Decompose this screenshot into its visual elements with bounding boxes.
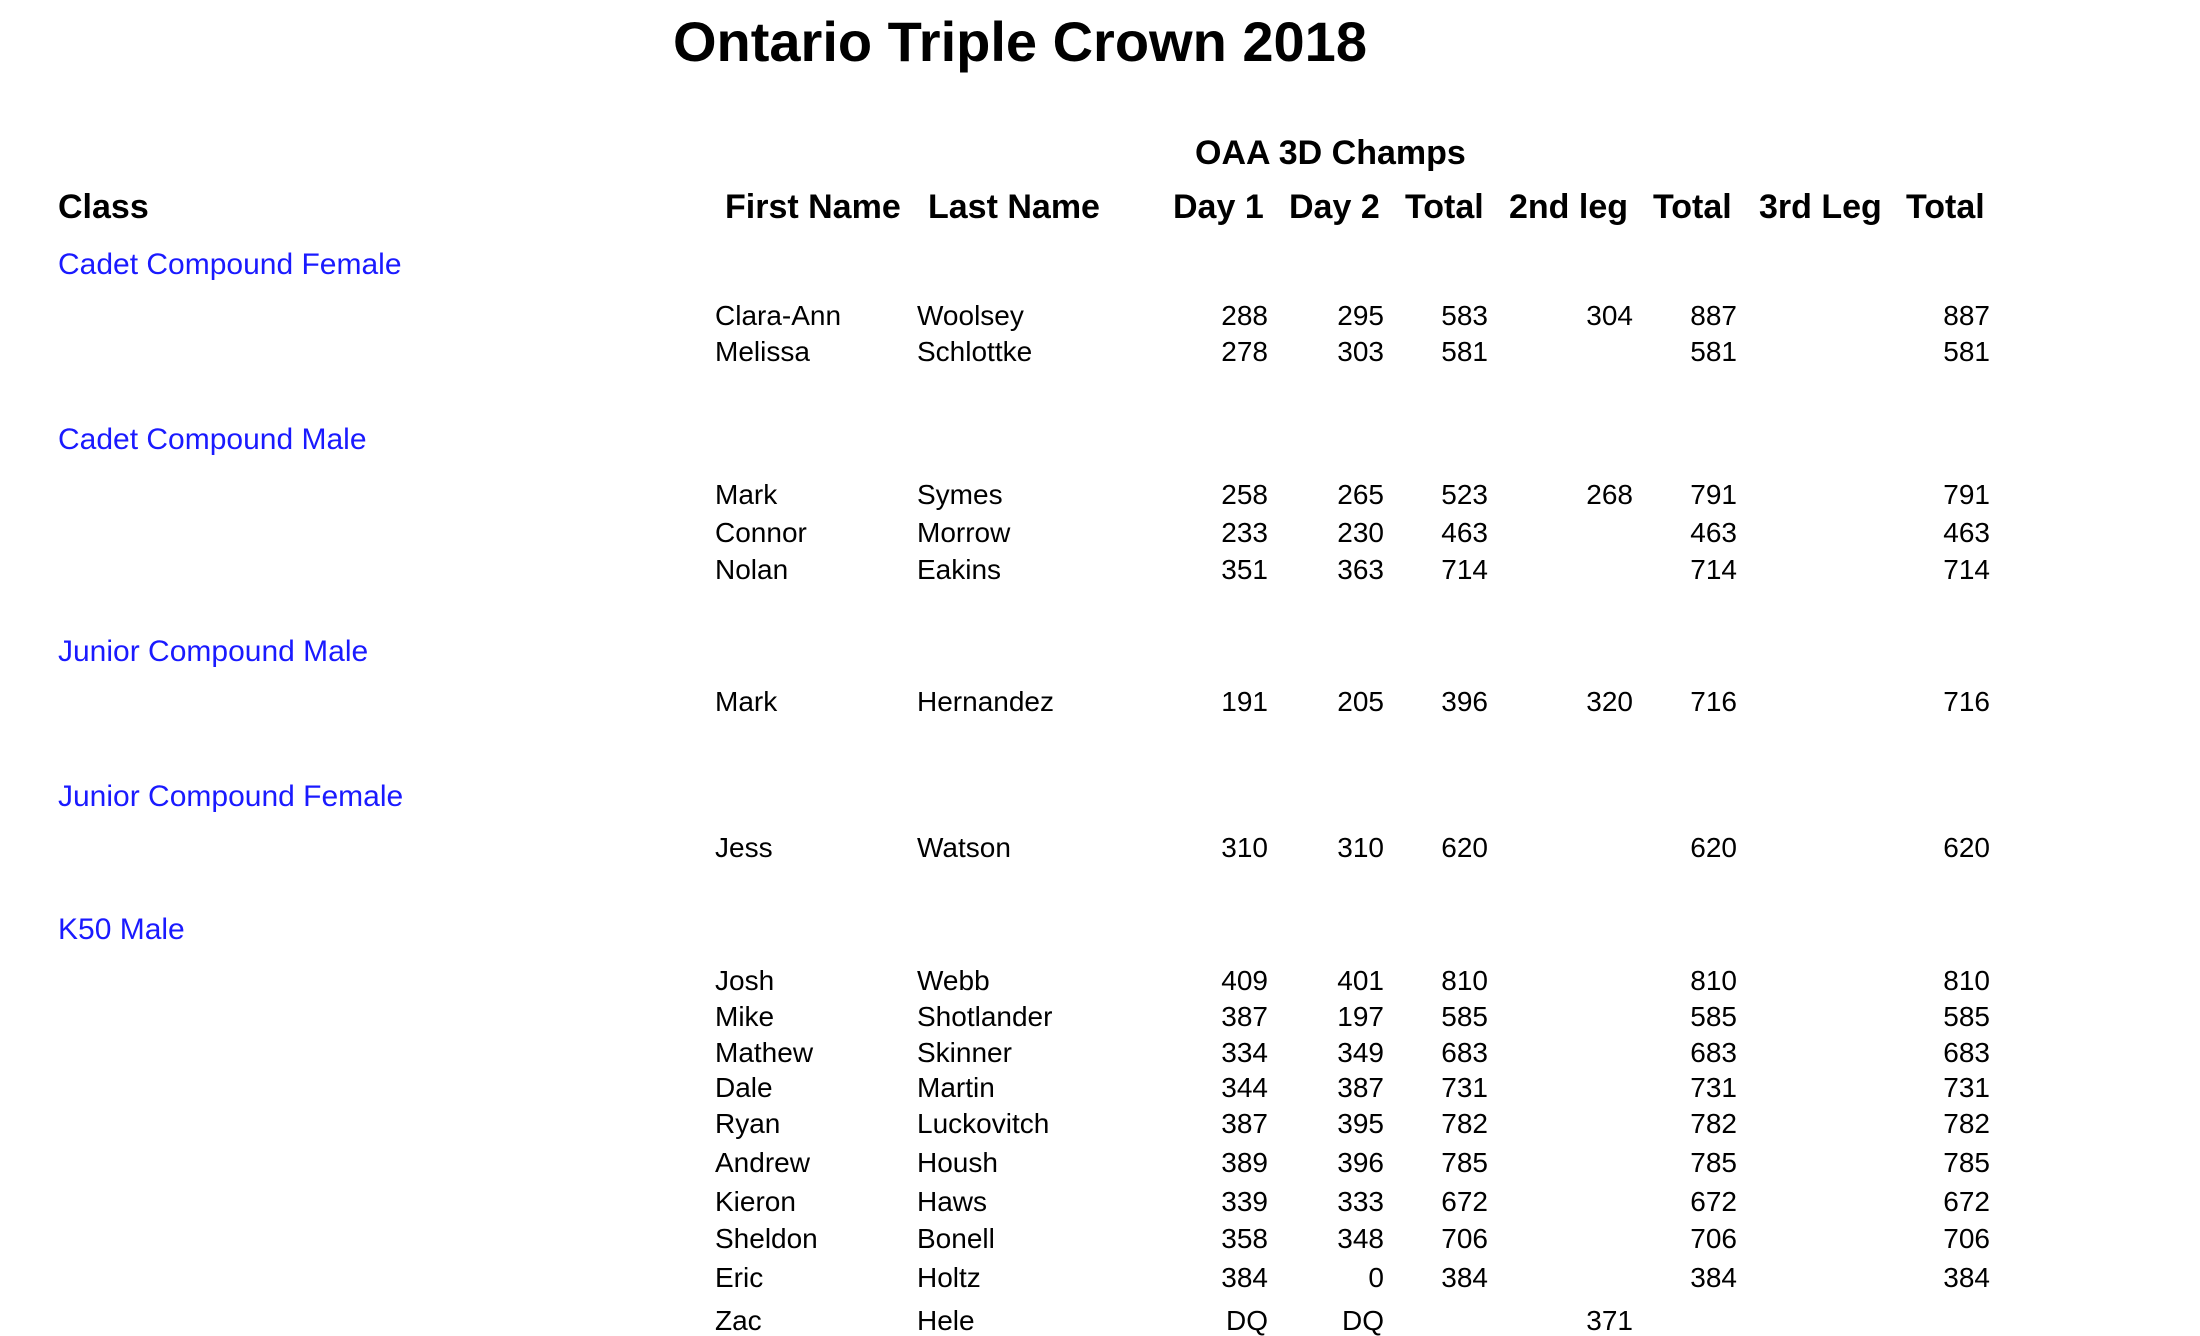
- class-label: Cadet Compound Male: [58, 423, 367, 456]
- last-name-cell: Morrow: [917, 517, 1011, 548]
- first-name-cell: Andrew: [715, 1147, 810, 1178]
- last-name-cell: Webb: [917, 965, 990, 996]
- last-name-cell: Symes: [917, 479, 1003, 510]
- day1-cell: 351: [1221, 554, 1268, 585]
- class-label: Junior Compound Female: [58, 780, 404, 813]
- total2-cell: 791: [1690, 479, 1737, 510]
- header-class: Class: [58, 188, 149, 226]
- total2-cell: 620: [1690, 832, 1737, 863]
- day2-cell: 310: [1337, 832, 1384, 863]
- day1-cell: 233: [1221, 517, 1268, 548]
- last-name-cell: Haws: [917, 1186, 988, 1217]
- page-title: Ontario Triple Crown 2018: [673, 10, 1367, 73]
- day2-cell: 349: [1337, 1037, 1384, 1068]
- day2-cell: 230: [1337, 517, 1384, 548]
- day1-cell: 191: [1221, 686, 1268, 717]
- first-name-cell: Connor: [715, 517, 807, 548]
- first-name-cell: Clara-Ann: [715, 300, 842, 331]
- day2-cell: 265: [1337, 479, 1384, 510]
- header-total: Total: [1405, 188, 1484, 226]
- last-name-cell: Schlottke: [917, 336, 1033, 367]
- day1-cell: 339: [1221, 1186, 1268, 1217]
- day2-cell: DQ: [1342, 1305, 1384, 1336]
- day2-cell: 205: [1337, 686, 1384, 717]
- last-name-cell: Martin: [917, 1072, 995, 1103]
- event-title: OAA 3D Champs: [1195, 134, 1466, 172]
- total3-cell: 384: [1943, 1262, 1990, 1293]
- last-name-cell: Shotlander: [917, 1001, 1053, 1032]
- day2-cell: 333: [1337, 1186, 1384, 1217]
- day1-cell: 278: [1221, 336, 1268, 367]
- first-name-cell: Melissa: [715, 336, 810, 367]
- total-cell: 714: [1441, 554, 1488, 585]
- total3-cell: 731: [1943, 1072, 1990, 1103]
- header-total-2: Total: [1653, 188, 1732, 226]
- last-name-cell: Luckovitch: [917, 1108, 1050, 1139]
- total-cell: 706: [1441, 1223, 1488, 1254]
- day2-cell: 363: [1337, 554, 1384, 585]
- first-name-cell: Josh: [715, 965, 775, 996]
- first-name-cell: Dale: [715, 1072, 773, 1103]
- day1-cell: 409: [1221, 965, 1268, 996]
- header-total-3: Total: [1906, 188, 1985, 226]
- first-name-cell: Mark: [715, 686, 778, 717]
- day1-cell: 310: [1221, 832, 1268, 863]
- day2-cell: 401: [1337, 965, 1384, 996]
- day1-cell: 344: [1221, 1072, 1268, 1103]
- total2-cell: 810: [1690, 965, 1737, 996]
- day2-cell: 0: [1368, 1262, 1384, 1293]
- class-label: K50 Male: [58, 913, 185, 946]
- first-name-cell: Mark: [715, 479, 778, 510]
- total2-cell: 782: [1690, 1108, 1737, 1139]
- leg2-cell: 320: [1586, 686, 1633, 717]
- total-cell: 396: [1441, 686, 1488, 717]
- total2-cell: 672: [1690, 1186, 1737, 1217]
- total3-cell: 714: [1943, 554, 1990, 585]
- day1-cell: 258: [1221, 479, 1268, 510]
- total-cell: 782: [1441, 1108, 1488, 1139]
- header-day2: Day 2: [1289, 188, 1380, 226]
- day2-cell: 387: [1337, 1072, 1384, 1103]
- total-cell: 523: [1441, 479, 1488, 510]
- total3-cell: 683: [1943, 1037, 1990, 1068]
- first-name-cell: Ryan: [715, 1108, 781, 1139]
- header-day1: Day 1: [1173, 188, 1264, 226]
- first-name-cell: Mike: [715, 1001, 775, 1032]
- day1-cell: DQ: [1226, 1305, 1268, 1336]
- first-name-cell: Sheldon: [715, 1223, 818, 1254]
- first-name-cell: Mathew: [715, 1037, 814, 1068]
- day1-cell: 358: [1221, 1223, 1268, 1254]
- total-cell: 683: [1441, 1037, 1488, 1068]
- first-name-cell: Kieron: [715, 1186, 796, 1217]
- first-name-cell: Jess: [715, 832, 773, 863]
- total-cell: 731: [1441, 1072, 1488, 1103]
- day2-cell: 303: [1337, 336, 1384, 367]
- day2-cell: 348: [1337, 1223, 1384, 1254]
- total2-cell: 706: [1690, 1223, 1737, 1254]
- total2-cell: 585: [1690, 1001, 1737, 1032]
- total2-cell: 384: [1690, 1262, 1737, 1293]
- leg2-cell: 304: [1586, 300, 1633, 331]
- total3-cell: 706: [1943, 1223, 1990, 1254]
- total-cell: 585: [1441, 1001, 1488, 1032]
- day1-cell: 334: [1221, 1037, 1268, 1068]
- total3-cell: 716: [1943, 686, 1990, 717]
- total3-cell: 620: [1943, 832, 1990, 863]
- last-name-cell: Bonell: [917, 1223, 995, 1254]
- total-cell: 620: [1441, 832, 1488, 863]
- first-name-cell: Zac: [715, 1305, 762, 1336]
- total2-cell: 716: [1690, 686, 1737, 717]
- first-name-cell: Nolan: [715, 554, 789, 585]
- total2-cell: 785: [1690, 1147, 1737, 1178]
- total2-cell: 714: [1690, 554, 1737, 585]
- total3-cell: 581: [1943, 336, 1990, 367]
- header-2nd-leg: 2nd leg: [1509, 188, 1629, 226]
- last-name-cell: Skinner: [917, 1037, 1012, 1068]
- total3-cell: 463: [1943, 517, 1990, 548]
- last-name-cell: Woolsey: [917, 300, 1024, 331]
- day1-cell: 384: [1221, 1262, 1268, 1293]
- total-cell: 810: [1441, 965, 1488, 996]
- total2-cell: 731: [1690, 1072, 1737, 1103]
- total-cell: 384: [1441, 1262, 1488, 1293]
- total-cell: 581: [1441, 336, 1488, 367]
- last-name-cell: Watson: [917, 832, 1011, 863]
- last-name-cell: Holtz: [917, 1262, 981, 1293]
- total-cell: 463: [1441, 517, 1488, 548]
- last-name-cell: Hele: [917, 1305, 975, 1336]
- last-name-cell: Housh: [917, 1147, 998, 1178]
- class-label: Cadet Compound Female: [58, 248, 402, 281]
- total2-cell: 887: [1690, 300, 1737, 331]
- header-last-name: Last Name: [928, 188, 1100, 226]
- leg2-cell: 268: [1586, 479, 1633, 510]
- leg2-cell: 371: [1586, 1305, 1633, 1336]
- first-name-cell: Eric: [715, 1262, 764, 1293]
- total-cell: 583: [1441, 300, 1488, 331]
- total3-cell: 782: [1943, 1108, 1990, 1139]
- day1-cell: 387: [1221, 1108, 1268, 1139]
- last-name-cell: Hernandez: [917, 686, 1054, 717]
- day1-cell: 389: [1221, 1147, 1268, 1178]
- total2-cell: 463: [1690, 517, 1737, 548]
- total3-cell: 672: [1943, 1186, 1990, 1217]
- total3-cell: 785: [1943, 1147, 1990, 1178]
- total3-cell: 585: [1943, 1001, 1990, 1032]
- day1-cell: 288: [1221, 300, 1268, 331]
- total3-cell: 791: [1943, 479, 1990, 510]
- total3-cell: 810: [1943, 965, 1990, 996]
- day2-cell: 197: [1337, 1001, 1384, 1032]
- day2-cell: 396: [1337, 1147, 1384, 1178]
- header-3rd-leg: 3rd Leg: [1759, 188, 1882, 226]
- day1-cell: 387: [1221, 1001, 1268, 1032]
- total-cell: 785: [1441, 1147, 1488, 1178]
- total2-cell: 581: [1690, 336, 1737, 367]
- total-cell: 672: [1441, 1186, 1488, 1217]
- total2-cell: 683: [1690, 1037, 1737, 1068]
- total3-cell: 887: [1943, 300, 1990, 331]
- last-name-cell: Eakins: [917, 554, 1002, 585]
- day2-cell: 395: [1337, 1108, 1384, 1139]
- class-label: Junior Compound Male: [58, 635, 369, 668]
- header-first-name: First Name: [725, 188, 901, 226]
- day2-cell: 295: [1337, 300, 1384, 331]
